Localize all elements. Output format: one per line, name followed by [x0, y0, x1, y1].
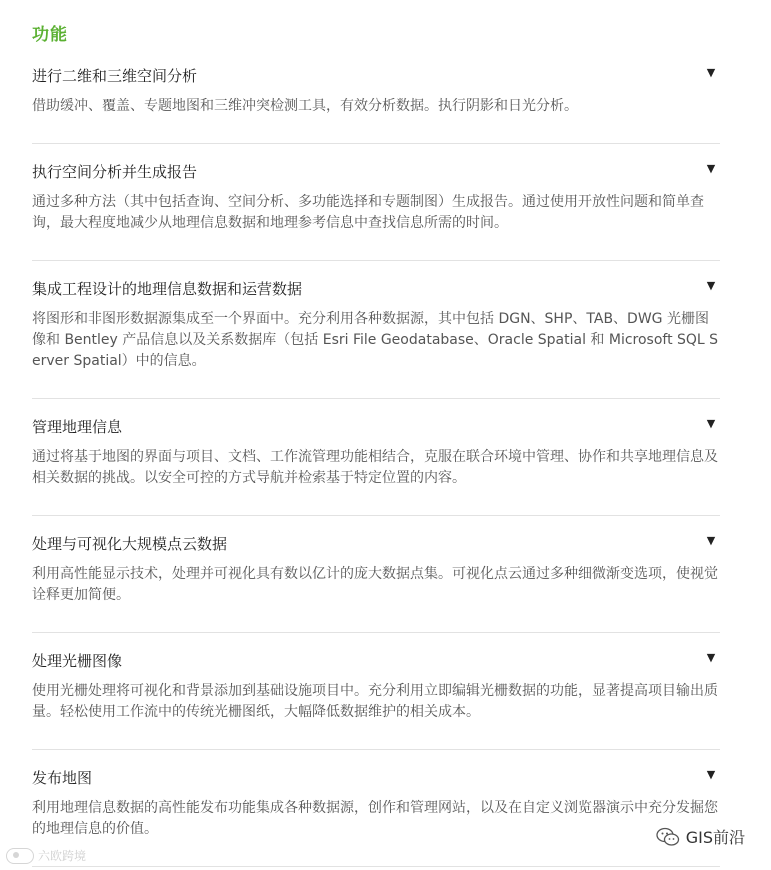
expand-arrow-icon[interactable]: ▼ — [706, 162, 716, 175]
accordion-header[interactable] — [32, 641, 720, 681]
accordion-item — [32, 407, 720, 516]
accordion-item — [32, 56, 720, 144]
wechat-watermark — [656, 825, 745, 848]
accordion-item — [32, 269, 720, 399]
accordion-title: 管理地理信息 — [32, 418, 123, 436]
source-logo-text: 六欧跨境 — [38, 849, 87, 863]
accordion-body: 使用光栅处理将可视化和背景添加到基础设施项目中。充分利用立即编辑光栅数据的功能，显著提高项目输出质量。轻松使用工作流中的传统光栅图纸，大幅降低数据维护的相关成本。 — [32, 683, 718, 720]
accordion-header[interactable] — [32, 758, 720, 798]
accordion-body: 将图形和非图形数据源集成至一个界面中。充分利用各种数据源，其中包括 DGN、SHP、TAB、DWG 光栅图像和 Bentley 产品信息以及关系数据库（包括 Esri File Geodatabase、Oracle Spatial 和 Microsoft SQL Server Spatial）中的信息。 — [32, 311, 719, 369]
accordion-header[interactable] — [32, 407, 720, 447]
accordion-title: 处理与可视化大规模点云数据 — [32, 535, 228, 553]
accordion-body: 通过将基于地图的界面与项目、文档、工作流管理功能相结合，克服在联合环境中管理、协作和共享地理信息及相关数据的挑战。以安全可控的方式导航并检索基于特定位置的内容。 — [32, 449, 718, 486]
feature-accordion — [32, 56, 720, 867]
accordion-title: 执行空间分析并生成报告 — [32, 163, 198, 181]
accordion-item — [32, 524, 720, 633]
watermark-text: GIS前沿 — [685, 828, 745, 847]
expand-arrow-icon[interactable]: ▼ — [706, 279, 716, 292]
accordion-title: 进行二维和三维空间分析 — [32, 67, 198, 85]
accordion-title: 发布地图 — [32, 769, 93, 787]
accordion-body: 借助缓冲、覆盖、专题地图和三维冲突检测工具，有效分析数据。执行阴影和日光分析。 — [32, 98, 578, 114]
accordion-item — [32, 758, 720, 867]
accordion-header[interactable] — [32, 152, 720, 192]
expand-arrow-icon[interactable]: ▼ — [706, 768, 716, 781]
accordion-item — [32, 641, 720, 750]
accordion-body: 通过多种方法（其中包括查询、空间分析、多功能选择和专题制图）生成报告。通过使用开放性问题和简单查询，最大程度地减少从地理信息数据和地理参考信息中查找信息所需的时间。 — [32, 194, 704, 231]
accordion-header[interactable] — [32, 524, 720, 564]
expand-arrow-icon[interactable]: ▼ — [706, 417, 716, 430]
expand-arrow-icon[interactable]: ▼ — [706, 66, 716, 79]
expand-arrow-icon[interactable]: ▼ — [706, 534, 716, 547]
accordion-header[interactable] — [32, 269, 720, 309]
accordion-body: 利用地理信息数据的高性能发布功能集成各种数据源，创作和管理网站，以及在自定义浏览器演示中充分发掘您的地理信息的价值。 — [32, 800, 718, 837]
section-title: 功能 — [32, 25, 68, 45]
accordion-header[interactable] — [32, 56, 720, 96]
source-logo — [6, 847, 86, 864]
accordion-title: 集成工程设计的地理信息数据和运营数据 — [32, 280, 303, 298]
accordion-title: 处理光栅图像 — [32, 652, 123, 670]
accordion-item — [32, 152, 720, 261]
wechat-icon — [656, 827, 680, 847]
expand-arrow-icon[interactable]: ▼ — [706, 651, 716, 664]
accordion-body: 利用高性能显示技术，处理并可视化具有数以亿计的庞大数据点集。可视化点云通过多种细微渐变选项，使视觉诠释更加简便。 — [32, 566, 718, 603]
source-logo-icon — [6, 848, 34, 864]
